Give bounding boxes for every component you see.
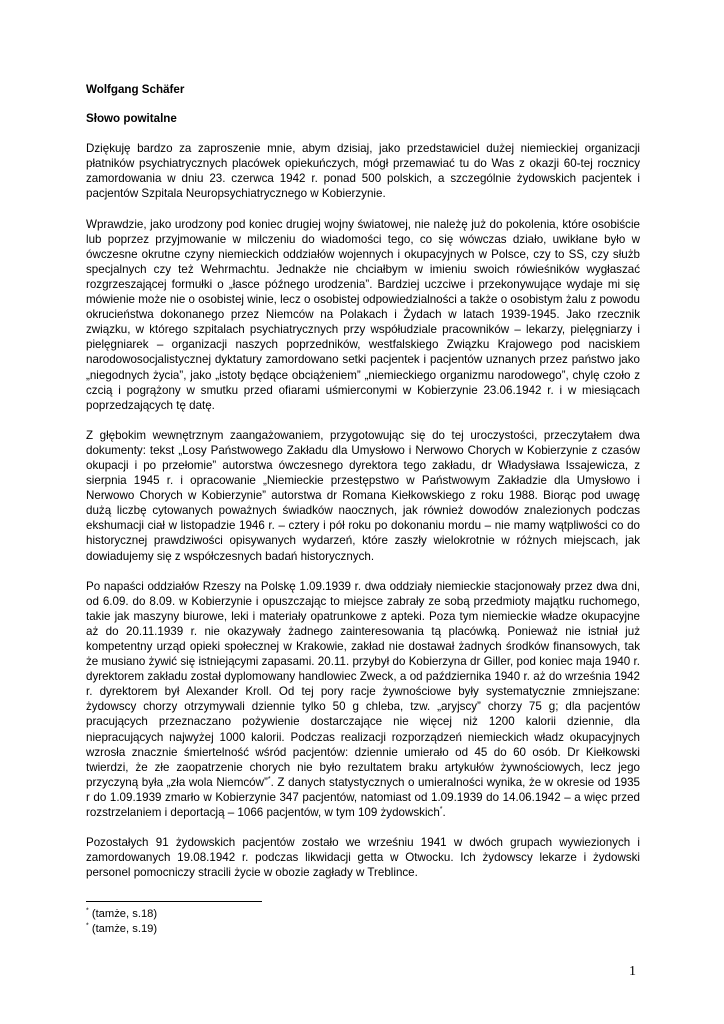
footnote-2 [86, 922, 640, 937]
page-number: 1 [629, 964, 636, 979]
page-title: Słowo powitalne [86, 112, 177, 126]
paragraph-5: Pozostałych 91 żydowskich pacjentów zostało we wrześniu 1941 w dwóch grupach wywiezionych i zamordowanych 19.08.1942 r. podczas likwidacji getta w Otwocku. Ich żydowscy lekarze i żydowski personel pomocniczy stracili życie w obozie zagłady w Treblince. [86, 836, 640, 880]
paragraph-4-text-b: . Z danych statystycznych o umieralności wynika, że w okresie od 1935 r do 1.09.1939 zmarło w Kobierzynie 347 pacjentów, natomiast od 1.09.1939 do 14.06.1942 – a więc przed rozstrzelaniem i deportacją – 1066 pacjentów, w tym 109 żydowskich [86, 775, 640, 820]
paragraph-4 [86, 579, 640, 821]
paragraph-3: Z głębokim wewnętrznym zaangażowaniem, przygotowując się do tej uroczystości, przeczytałem dwa dokumenty: tekst „Losy Państwowego Zakładu dla Umysłowo i Nerwowo Chorych w Kobierzynie z czasów okupacji i po przełomie” autorstwa ówczesnego dyrektora tego zakładu, dr Władysława Issajewicza, z sierpnia 1945 r. i opracowanie „Niemieckie przestępstwo w Państwowym Zakładzie dla Umysłowo i Nerwowo Chorych w Kobierzynie” autorstwa dr Romana Kiełkowskiego z roku 1988. Biorąc pod uwagę dużą liczbę cytowanych poważnych świadków naocznych, jak również dowodów znalezionych podczas ekshumacji ciał w listopadzie 1946 r. – cztery i pół roku po dokonaniu mordu – nie mamy wątpliwości co do historycznej prawdziwości opisywanych wydarzeń, które zaszły wielokrotnie w różnych miejscach, jak dowiadujemy się z współczesnych badań historycznych. [86, 428, 640, 563]
footnote-text-1: (tamże, s.18) [88, 908, 158, 920]
footnote-marker-1: * [86, 907, 89, 915]
document-body [86, 82, 640, 895]
footnote-text-2: (tamże, s.19) [88, 923, 158, 935]
paragraph-4-text-a: Po napaści oddziałów Rzeszy na Polskę 1.09.1939 r. dwa oddziały niemieckie stacjonowały przez dwa dni, od 6.09. do 8.09. w Kobierzynie i opuszczając to miejsce zabrały ze sobą przedmioty majątku ruchomego, takie jak maszyny biurowe, leki i materiały opatrunkowe z apteki. Poza tym niemieckie władze okupacyjne aż do 20.11.1939 r. nie okazywały żadnego zainteresowania tą placówką. Ponieważ nie istniał już kompetentny urząd opieki społecznej w Krakowie, zakład nie dostawał żadnych środków finansowych, tak że musiano żywić się istniejącymi zapasami. 20.11. przybył do Kobierzyna dr Giller, pod koniec maja 1940 r. dyrektorem zakładu został dyplomowany handlowiec Zweck, a od października 1940 r. aż do września 1942 r. dyrektorem był Alexander Kroll. Od tej pory racje żywnościowe były systematycznie zmniejszane: żydowscy chorzy otrzymywali dziennie tylko 50 g chleba, tzw. „aryjscy” chorzy 75 g; dla pacjentów pracujących przeznaczano pożywienie dostarczające nie więcej niż 1200 kalorii dziennie, dla niepracujących najwyżej 1000 kalorii. Podczas realizacji rozporządzeń niemieckich władz okupacyjnych wzrosła znacznie śmiertelność wśród pacjentów: dziennie umierało od 45 do 60 osób. Dr Kiełkowski twierdzi, że złe zaopatrzenie chorych nie było rezultatem braku artykułów żywnościowych, lecz jego przyczyną była „zła wola Niemców” [86, 579, 640, 789]
paragraph-4-text-c: . [442, 806, 446, 820]
footnote-ref-1: * [267, 775, 271, 783]
footnote-marker-2: * [86, 922, 89, 930]
footnotes [86, 907, 640, 937]
author-name: Wolfgang Schäfer [86, 83, 185, 96]
footnote-1 [86, 907, 640, 922]
paragraph-2: Wprawdzie, jako urodzony pod koniec drugiej wojny światowej, nie należę już do pokolenia, które osobiście lub poprzez przyjmowanie w milczeniu do wiadomości tego, co się wówczas działo, uwikłane było w ówczesne okrutne czyny niemieckich oddziałów wojennych i okupacyjnych w Polsce, czy to SS, czy służb specjalnych czy też Wehrmachtu. Jednakże nie chciałbym w imieniu swoich rówieśników wygłaszać rozgrzeszającej formułki o „łasce późnego urodzenia”. Bardziej uczciwe i przekonywujące wydaje mi się mówienie może nie o osobistej winie, lecz o osobistej odpowiedzialności a także o osobistym żalu z powodu okrucieństwa dokonanego przez Niemców na Polakach i Żydach w latach 1939-1945. Jako rzecznik związku, w którego szpitalach psychiatrycznych przy współudziale pracowników – lekarzy, pielęgniarzy i pielęgniarek – organizacji naszych poprzedników, westfalskiego Związku Krajowego pod naciskiem narodowosocjalistycznej dyktatury zamordowano setki pacjentek i pacjentów uznanych przez państwo jako „niegodnych życia”, jako „istoty będące obciążeniem” „niemieckiego organizmu narodowego”, chylę czoło z czcią i pogrążony w smutku przed ofiarami uśmierconymi w Kobierzynie 23.06.1942 r. i w miesiącach poprzedzających tę datę. [86, 217, 640, 412]
footnote-ref-2: * [439, 806, 443, 814]
footnote-divider [86, 901, 262, 902]
paragraph-1: Dziękuję bardzo za zaproszenie mnie, abym dzisiaj, jako przedstawiciel dużej niemieckiej organizacji płatników psychiatrycznych placówek opiekuńczych, mógł przemawiać tu do Was z okazji 60-tej rocznicy zamordowania w dniu 23. czerwca 1942 r. ponad 500 polskich, a szczególnie żydowskich pacjentek i pacjentów Szpitala Neuropsychiatrycznego w Kobierzynie. [86, 142, 640, 201]
